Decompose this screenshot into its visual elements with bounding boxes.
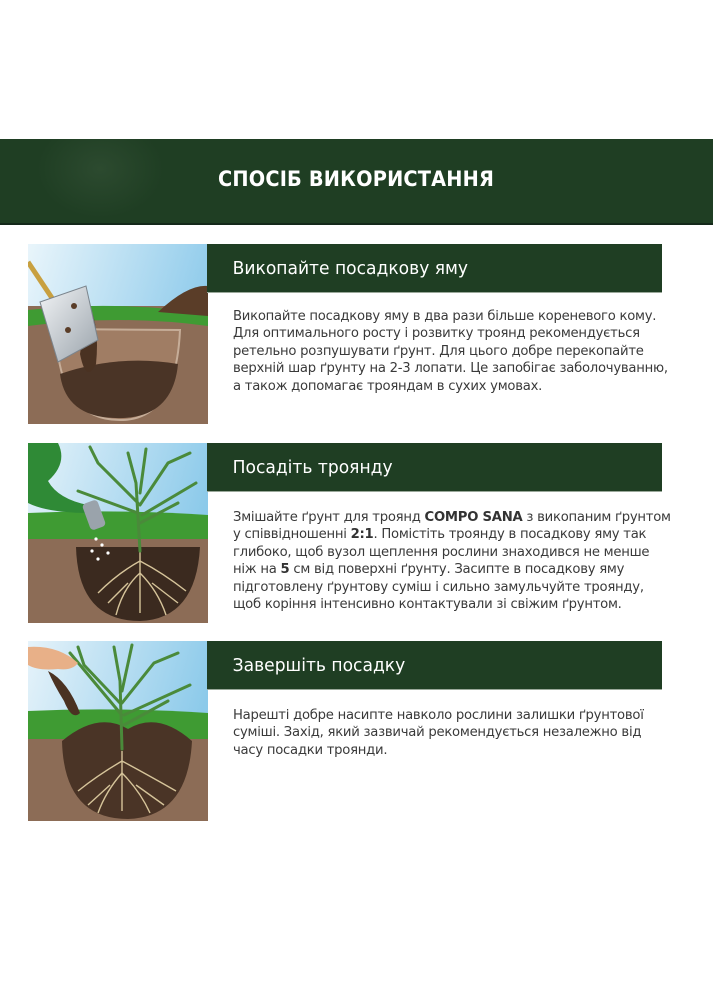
page-title: СПОСІБ ВИКОРИСТАННЯ [218, 167, 495, 191]
hand-filling-soil-icon [28, 641, 208, 821]
shovel-digging-hole-icon [28, 244, 208, 424]
step-2-line [233, 526, 673, 543]
step-1-title-bar [207, 244, 662, 292]
step-3 [28, 641, 668, 821]
text: см від поверхні ґрунту. Засипте в посадкову яму [289, 562, 625, 578]
ratio-value: 2:1 [350, 527, 374, 543]
text: глибоко, щоб вузол щеплення рослини знаходився не менше [233, 544, 650, 560]
step-3-title-bar [207, 641, 662, 689]
step-1-line: верхній шар ґрунту на 2-3 лопати. Це запобігає заболочуванню, [233, 361, 668, 377]
brand-name: COMPO SANA [424, 510, 523, 525]
step-1-description [233, 308, 673, 395]
text: . Помістіть троянду в посадкову яму так [373, 527, 647, 543]
step-1-line: а також допомагає трояндам в сухих умовах. [233, 378, 543, 394]
step-2-title: Посадіть троянду [232, 456, 393, 478]
step-2-line [233, 561, 673, 578]
step-3-description [233, 707, 673, 759]
text: щоб коріння інтенсивно контактували зі свіжим ґрунтом. [233, 597, 622, 613]
step-3-title: Завершіть посадку [232, 654, 406, 676]
text: підготовлену ґрунтову суміш і сильно замульчуйте троянду, [233, 579, 644, 595]
depth-value: 5 [280, 562, 290, 578]
step-2-description [233, 509, 673, 613]
step-1-line: Викопайте посадкову яму в два рази більше кореневого кому. [233, 309, 657, 324]
page-header-banner [0, 139, 713, 225]
step-1-line: ретельно розпушувати ґрунт. Для цього добре перекопайте [233, 343, 644, 359]
step-2-line [233, 544, 673, 561]
step-3-line: Нарешті добре насипте навколо рослини залишки ґрунтової [233, 708, 644, 723]
step-3-line: часу посадки троянди. [233, 742, 388, 758]
text: у співвідношенні [233, 527, 351, 543]
step-2-line [233, 596, 673, 613]
text: Змішайте ґрунт для троянд [233, 510, 425, 525]
step-3-line: суміші. Захід, який зазвичай рекомендується незалежно від [233, 725, 642, 741]
step-2 [28, 443, 671, 623]
text: ніж на [233, 562, 281, 578]
step-1-title: Викопайте посадкову яму [232, 257, 469, 279]
step-1 [28, 244, 668, 424]
step-1-line: Для оптимального росту і розвитку троянд рекомендується [233, 326, 640, 342]
watering-rose-planting-icon [28, 443, 208, 623]
step-2-title-bar [207, 443, 662, 491]
step-2-line [233, 579, 673, 596]
text: з викопаним ґрунтом [522, 510, 671, 525]
step-2-line [233, 509, 673, 526]
